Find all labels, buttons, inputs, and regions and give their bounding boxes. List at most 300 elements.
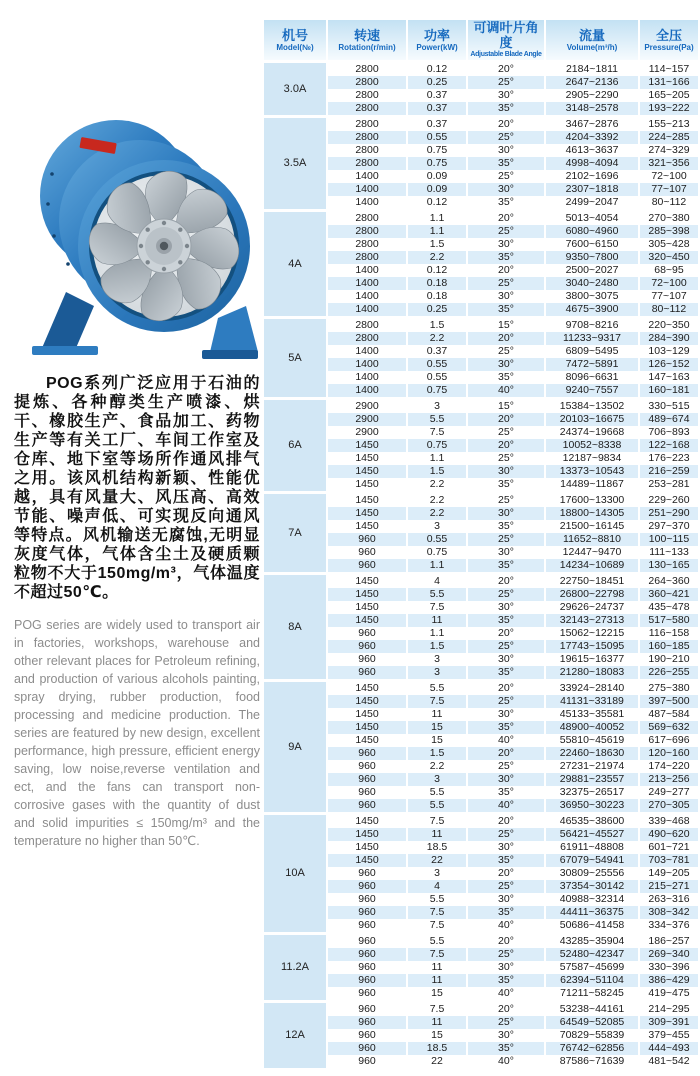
cell-volume: 11652~8810 [544, 533, 638, 546]
spec-row [264, 157, 698, 170]
cell-power: 5.5 [406, 893, 466, 906]
cell-angle: 35° [466, 974, 544, 987]
cell-pressure: 284~390 [638, 332, 698, 345]
cell-rotation: 2800 [326, 251, 406, 264]
cell-pressure: 270~380 [638, 212, 698, 225]
cell-angle: 25° [466, 452, 544, 465]
cell-rotation: 1400 [326, 170, 406, 183]
cell-pressure: 444~493 [638, 1042, 698, 1055]
cell-rotation: 960 [326, 1055, 406, 1068]
cell-rotation: 960 [326, 906, 406, 919]
spec-row [264, 734, 698, 747]
cell-power: 1.1 [406, 452, 466, 465]
cell-rotation: 1450 [326, 841, 406, 854]
cell-rotation: 2900 [326, 426, 406, 439]
cell-pressure: 214~295 [638, 1003, 698, 1016]
cell-rotation: 1400 [326, 183, 406, 196]
cell-pressure: 490~620 [638, 828, 698, 841]
cell-angle: 40° [466, 799, 544, 812]
cell-volume: 4998~4094 [544, 157, 638, 170]
cell-power: 7.5 [406, 906, 466, 919]
cell-pressure: 131~166 [638, 76, 698, 89]
cell-volume: 7472~5891 [544, 358, 638, 371]
cell-pressure: 487~584 [638, 708, 698, 721]
cell-angle: 25° [466, 640, 544, 653]
cell-rotation: 1450 [326, 815, 406, 828]
cell-rotation: 960 [326, 533, 406, 546]
cell-pressure: 190~210 [638, 653, 698, 666]
cell-angle: 15° [466, 400, 544, 413]
cell-rotation: 960 [326, 974, 406, 987]
cell-power: 11 [406, 1016, 466, 1029]
cell-rotation: 1450 [326, 588, 406, 601]
cell-angle: 30° [466, 183, 544, 196]
cell-volume: 3467~2876 [544, 118, 638, 131]
cell-rotation: 2800 [326, 102, 406, 115]
cell-volume: 26800~22798 [544, 588, 638, 601]
cell-rotation: 2800 [326, 144, 406, 157]
spec-row [264, 1003, 698, 1016]
cell-pressure: 80~112 [638, 303, 698, 316]
spec-row [264, 919, 698, 932]
cell-pressure: 269~340 [638, 948, 698, 961]
col-header-power [406, 20, 466, 63]
col-header-cn: 流量 [578, 27, 605, 43]
spec-row [264, 867, 698, 880]
cell-angle: 35° [466, 303, 544, 316]
cell-pressure: 224~285 [638, 131, 698, 144]
cell-volume: 32375~26517 [544, 786, 638, 799]
cell-power: 2.2 [406, 507, 466, 520]
spec-table [264, 20, 698, 1068]
spec-row [264, 358, 698, 371]
spec-row [264, 277, 698, 290]
cell-power: 0.12 [406, 196, 466, 209]
col-header-cn: 可调叶片角度 [473, 20, 539, 50]
cell-angle: 25° [466, 494, 544, 507]
cell-rotation: 1450 [326, 452, 406, 465]
cell-rotation: 960 [326, 919, 406, 932]
spec-row [264, 102, 698, 115]
cell-angle: 35° [466, 559, 544, 572]
cell-angle: 30° [466, 841, 544, 854]
cell-volume: 3148~2578 [544, 102, 638, 115]
model-cell: 3.0A [264, 63, 326, 115]
cell-volume: 2905~2290 [544, 89, 638, 102]
cell-power: 2.2 [406, 332, 466, 345]
cell-rotation: 960 [326, 867, 406, 880]
cell-power: 0.75 [406, 144, 466, 157]
cell-rotation: 960 [326, 666, 406, 679]
spec-row [264, 760, 698, 773]
cell-angle: 30° [466, 893, 544, 906]
cell-angle: 20° [466, 413, 544, 426]
cell-volume: 17600~13300 [544, 494, 638, 507]
cell-pressure: 270~305 [638, 799, 698, 812]
spec-table-header [264, 20, 698, 63]
spec-row [264, 773, 698, 786]
cell-rotation: 960 [326, 653, 406, 666]
cell-rotation: 960 [326, 559, 406, 572]
cell-volume: 11233~9317 [544, 332, 638, 345]
cell-rotation: 2800 [326, 212, 406, 225]
cell-pressure: 229~260 [638, 494, 698, 507]
cell-power: 0.09 [406, 183, 466, 196]
col-header-pressure [638, 20, 698, 63]
cell-angle: 40° [466, 1055, 544, 1068]
cell-rotation: 960 [326, 627, 406, 640]
cell-angle: 40° [466, 384, 544, 397]
cell-pressure: 249~277 [638, 786, 698, 799]
cell-pressure: 160~181 [638, 384, 698, 397]
cell-rotation: 960 [326, 893, 406, 906]
spec-row [264, 384, 698, 397]
cell-rotation: 1450 [326, 695, 406, 708]
cell-pressure: 285~398 [638, 225, 698, 238]
cell-pressure: 275~380 [638, 682, 698, 695]
cell-angle: 30° [466, 653, 544, 666]
cell-pressure: 186~257 [638, 935, 698, 948]
model-cell: 6A [264, 400, 326, 491]
cell-power: 7.5 [406, 919, 466, 932]
cell-power: 0.55 [406, 131, 466, 144]
cell-power: 0.12 [406, 264, 466, 277]
cell-angle: 20° [466, 332, 544, 345]
cell-power: 4 [406, 575, 466, 588]
cell-power: 5.5 [406, 682, 466, 695]
cell-rotation: 960 [326, 760, 406, 773]
cell-angle: 30° [466, 773, 544, 786]
cell-rotation: 1400 [326, 384, 406, 397]
spec-row [264, 841, 698, 854]
cell-volume: 53238~44161 [544, 1003, 638, 1016]
spec-row [264, 332, 698, 345]
spec-table-body [264, 63, 698, 1068]
spec-row [264, 546, 698, 559]
spec-row [264, 345, 698, 358]
spec-row [264, 666, 698, 679]
cell-volume: 29881~23557 [544, 773, 638, 786]
cell-power: 11 [406, 961, 466, 974]
cell-angle: 25° [466, 170, 544, 183]
cell-angle: 30° [466, 144, 544, 157]
cell-pressure: 339~468 [638, 815, 698, 828]
cell-pressure: 481~542 [638, 1055, 698, 1068]
spec-row [264, 1055, 698, 1068]
cell-pressure: 263~316 [638, 893, 698, 906]
cell-pressure: 226~255 [638, 666, 698, 679]
cell-power: 15 [406, 987, 466, 1000]
cell-volume: 4204~3392 [544, 131, 638, 144]
cell-power: 1.1 [406, 627, 466, 640]
cell-angle: 30° [466, 238, 544, 251]
cell-pressure: 72~100 [638, 170, 698, 183]
col-header-en: Volume(m³/h) [566, 42, 618, 52]
spec-row [264, 303, 698, 316]
cell-rotation: 2800 [326, 332, 406, 345]
cell-angle: 20° [466, 63, 544, 76]
spec-row [264, 533, 698, 546]
cell-volume: 52480~42347 [544, 948, 638, 961]
cell-angle: 30° [466, 465, 544, 478]
col-header-cn: 功率 [423, 27, 450, 43]
col-header-angle [466, 20, 544, 63]
cell-rotation: 1400 [326, 358, 406, 371]
spec-row [264, 439, 698, 452]
col-header-en: Pressure(Pa) [644, 42, 694, 52]
cell-volume: 37354~30142 [544, 880, 638, 893]
cell-rotation: 1450 [326, 575, 406, 588]
spec-row [264, 507, 698, 520]
cell-angle: 30° [466, 601, 544, 614]
cell-power: 0.55 [406, 371, 466, 384]
cell-volume: 41131~33189 [544, 695, 638, 708]
spec-row [264, 1016, 698, 1029]
col-header-en: Model(№) [276, 42, 314, 52]
cell-rotation: 2800 [326, 89, 406, 102]
model-cell: 8A [264, 575, 326, 679]
cell-angle: 20° [466, 1003, 544, 1016]
cell-angle: 25° [466, 828, 544, 841]
cell-angle: 30° [466, 358, 544, 371]
cell-power: 0.55 [406, 533, 466, 546]
cell-volume: 24374~19668 [544, 426, 638, 439]
cell-volume: 87586~71639 [544, 1055, 638, 1068]
cell-volume: 22750~18451 [544, 575, 638, 588]
cell-volume: 61911~48808 [544, 841, 638, 854]
cell-pressure: 149~205 [638, 867, 698, 880]
cell-power: 1.5 [406, 238, 466, 251]
fan-hub [137, 219, 191, 273]
cell-angle: 25° [466, 76, 544, 89]
cell-volume: 20103~16675 [544, 413, 638, 426]
cell-pressure: 165~205 [638, 89, 698, 102]
cell-power: 7.5 [406, 948, 466, 961]
spec-row [264, 559, 698, 572]
cell-angle: 20° [466, 264, 544, 277]
cell-rotation: 1450 [326, 734, 406, 747]
cell-angle: 35° [466, 854, 544, 867]
cell-angle: 25° [466, 345, 544, 358]
cell-rotation: 2800 [326, 76, 406, 89]
spec-row [264, 225, 698, 238]
cell-pressure: 308~342 [638, 906, 698, 919]
cell-volume: 40988~32314 [544, 893, 638, 906]
cell-volume: 2102~1696 [544, 170, 638, 183]
cell-volume: 71211~58245 [544, 987, 638, 1000]
cell-volume: 22460~18630 [544, 747, 638, 760]
cell-rotation: 960 [326, 935, 406, 948]
cell-volume: 13373~10543 [544, 465, 638, 478]
cell-power: 1.1 [406, 212, 466, 225]
cell-power: 1.1 [406, 559, 466, 572]
cell-angle: 25° [466, 695, 544, 708]
cell-rotation: 960 [326, 747, 406, 760]
model-cell: 11.2A [264, 935, 326, 1000]
cell-pressure: 174~220 [638, 760, 698, 773]
cell-rotation: 1450 [326, 828, 406, 841]
cell-volume: 43285~35904 [544, 935, 638, 948]
cell-rotation: 960 [326, 880, 406, 893]
cell-angle: 40° [466, 987, 544, 1000]
cell-power: 3 [406, 520, 466, 533]
spec-row [264, 588, 698, 601]
cell-rotation: 2800 [326, 319, 406, 332]
spec-row [264, 653, 698, 666]
cell-pressure: 274~329 [638, 144, 698, 157]
spec-row [264, 319, 698, 332]
cell-angle: 30° [466, 1029, 544, 1042]
col-header-cn: 全压 [655, 27, 682, 43]
cell-pressure: 251~290 [638, 507, 698, 520]
cell-rotation: 960 [326, 1003, 406, 1016]
cell-volume: 67079~54941 [544, 854, 638, 867]
cell-volume: 6080~4960 [544, 225, 638, 238]
cell-pressure: 489~674 [638, 413, 698, 426]
spec-row [264, 520, 698, 533]
cell-pressure: 569~632 [638, 721, 698, 734]
cell-power: 2.2 [406, 251, 466, 264]
spec-row [264, 183, 698, 196]
cell-angle: 25° [466, 880, 544, 893]
cell-volume: 2307~1818 [544, 183, 638, 196]
cell-volume: 9708~8216 [544, 319, 638, 332]
cell-angle: 30° [466, 89, 544, 102]
cell-power: 5.5 [406, 799, 466, 812]
col-header-rotation [326, 20, 406, 63]
cell-pressure: 601~721 [638, 841, 698, 854]
cell-rotation: 2800 [326, 63, 406, 76]
cell-volume: 46535~38600 [544, 815, 638, 828]
spec-row [264, 238, 698, 251]
cell-angle: 35° [466, 1042, 544, 1055]
cell-angle: 35° [466, 251, 544, 264]
cell-volume: 14489~11867 [544, 478, 638, 491]
cell-pressure: 386~429 [638, 974, 698, 987]
cell-angle: 25° [466, 277, 544, 290]
spec-row [264, 880, 698, 893]
cell-volume: 55810~45619 [544, 734, 638, 747]
cell-pressure: 309~391 [638, 1016, 698, 1029]
cell-pressure: 216~259 [638, 465, 698, 478]
cell-volume: 45133~35581 [544, 708, 638, 721]
cell-volume: 3800~3075 [544, 290, 638, 303]
cell-power: 11 [406, 974, 466, 987]
cell-power: 1.5 [406, 319, 466, 332]
col-header-cn: 机号 [281, 27, 308, 43]
spec-row [264, 170, 698, 183]
cell-power: 2.2 [406, 494, 466, 507]
cell-rotation: 1400 [326, 371, 406, 384]
cell-volume: 29626~24737 [544, 601, 638, 614]
spec-row [264, 1029, 698, 1042]
cell-volume: 2647~2136 [544, 76, 638, 89]
cell-pressure: 72~100 [638, 277, 698, 290]
cell-pressure: 80~112 [638, 196, 698, 209]
cell-rotation: 1450 [326, 439, 406, 452]
cell-pressure: 103~129 [638, 345, 698, 358]
cell-volume: 56421~45527 [544, 828, 638, 841]
cell-rotation: 1450 [326, 494, 406, 507]
cell-power: 22 [406, 1055, 466, 1068]
cell-power: 7.5 [406, 426, 466, 439]
cell-angle: 30° [466, 708, 544, 721]
spec-row [264, 906, 698, 919]
cell-pressure: 122~168 [638, 439, 698, 452]
cell-rotation: 1450 [326, 465, 406, 478]
col-header-cn: 转速 [353, 27, 380, 43]
cell-rotation: 1400 [326, 303, 406, 316]
cell-volume: 4613~3637 [544, 144, 638, 157]
cell-pressure: 120~160 [638, 747, 698, 760]
spec-row [264, 893, 698, 906]
cell-power: 15 [406, 1029, 466, 1042]
cell-volume: 7600~6150 [544, 238, 638, 251]
model-cell: 3.5A [264, 118, 326, 209]
description-english: POG series are widely used to transport air in factories, workshops, warehouse and other relevant places for Petroleum refining, and production of various alcohols painting, spray drying, rubber production, food processing and medicine production. The series are featured by new design, excellent performance, high pressure, efficient energy saving, low noise,reverse ventilation and ect, and the fans can transport non-corrosive gases with the quantity of dust and solid impurities ≤ 150mg/m³ and the temperature no higher than 50℃. [14, 618, 260, 848]
spec-row [264, 627, 698, 640]
cell-pressure: 160~185 [638, 640, 698, 653]
cell-power: 1.5 [406, 640, 466, 653]
cell-rotation: 960 [326, 546, 406, 559]
spec-row [264, 76, 698, 89]
spec-row [264, 987, 698, 1000]
model-cell: 5A [264, 319, 326, 397]
cell-power: 5.5 [406, 786, 466, 799]
cell-angle: 40° [466, 919, 544, 932]
cell-angle: 20° [466, 935, 544, 948]
cell-volume: 2500~2027 [544, 264, 638, 277]
cell-angle: 25° [466, 225, 544, 238]
header-row [264, 20, 698, 63]
cell-power: 0.25 [406, 303, 466, 316]
spec-row [264, 815, 698, 828]
cell-pressure: 305~428 [638, 238, 698, 251]
spec-row [264, 131, 698, 144]
cell-pressure: 419~475 [638, 987, 698, 1000]
spec-row [264, 601, 698, 614]
cell-pressure: 379~455 [638, 1029, 698, 1042]
cell-power: 0.09 [406, 170, 466, 183]
cell-power: 1.1 [406, 225, 466, 238]
cell-angle: 35° [466, 721, 544, 734]
spec-row [264, 786, 698, 799]
spec-row [264, 799, 698, 812]
cell-rotation: 1450 [326, 854, 406, 867]
cell-volume: 21500~16145 [544, 520, 638, 533]
cell-angle: 25° [466, 426, 544, 439]
cell-angle: 20° [466, 439, 544, 452]
cell-angle: 35° [466, 196, 544, 209]
spec-row [264, 290, 698, 303]
cell-rotation: 960 [326, 799, 406, 812]
cell-pressure: 176~223 [638, 452, 698, 465]
cell-pressure: 77~107 [638, 183, 698, 196]
cell-volume: 48900~40052 [544, 721, 638, 734]
cell-power: 11 [406, 708, 466, 721]
cell-power: 5.5 [406, 935, 466, 948]
cell-angle: 20° [466, 815, 544, 828]
model-cell: 4A [264, 212, 326, 316]
cell-rotation: 2800 [326, 225, 406, 238]
cell-pressure: 155~213 [638, 118, 698, 131]
cell-power: 0.37 [406, 345, 466, 358]
cell-angle: 20° [466, 627, 544, 640]
cell-pressure: 320~450 [638, 251, 698, 264]
cell-rotation: 1400 [326, 290, 406, 303]
left-column [14, 96, 260, 850]
col-header-en: Power(kW) [416, 42, 458, 52]
